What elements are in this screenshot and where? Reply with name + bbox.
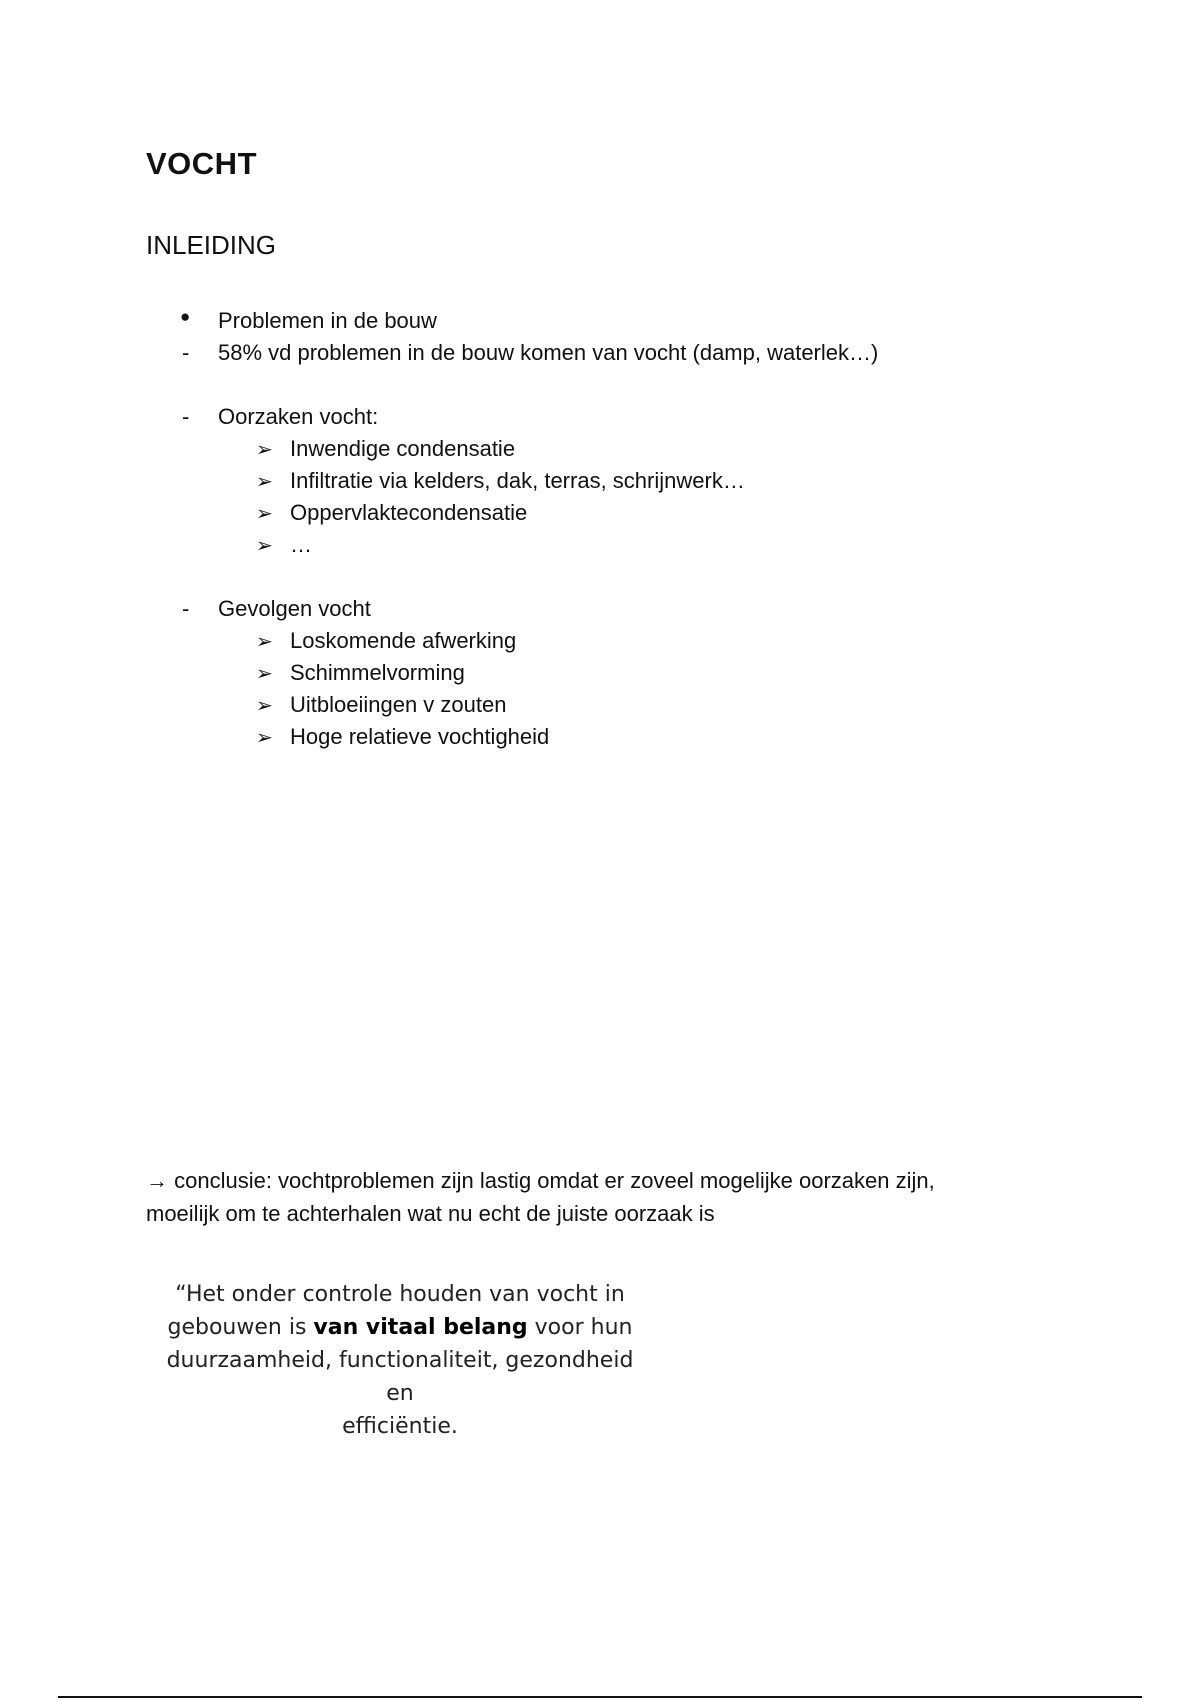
effects-heading: Gevolgen vocht xyxy=(218,596,371,621)
arrow-bullet-icon: ➢ xyxy=(256,439,273,461)
page-title: VOCHT xyxy=(146,146,257,181)
quote-block: “Het onder controle houden van vocht in gebouwen is van vitaal belang voor hun duurzaamheid, functionaliteit, gezondheid en efficiëntie. xyxy=(166,1282,634,1439)
dash-marker: - xyxy=(182,340,190,365)
arrow-bullet-icon: ➢ xyxy=(256,503,273,525)
dash-marker: - xyxy=(182,404,190,429)
footer-divider xyxy=(58,1696,1142,1698)
dash-marker: - xyxy=(182,596,190,621)
arrow-bullet-icon: ➢ xyxy=(256,471,273,493)
arrow-bullet-icon: ➢ xyxy=(256,631,273,653)
arrow-bullet-icon: ➢ xyxy=(256,695,273,717)
bullet-marker: ● xyxy=(180,307,191,326)
section-heading: INLEIDING xyxy=(146,230,277,260)
bullet-text: Problemen in de bouw xyxy=(218,308,437,333)
arrow-bullet-icon: ➢ xyxy=(256,663,273,685)
causes-heading: Oorzaken vocht: xyxy=(218,404,379,429)
dash-text: 58% vd problemen in de bouw komen van vocht (damp, waterlek…) xyxy=(218,340,879,365)
conclusion-paragraph: → conclusie: vochtproblemen zijn lastig omdat er zoveel mogelijke oorzaken zijn, moeilijk om te achterhalen wat nu echt de juiste oorzaak is xyxy=(146,1168,935,1226)
arrow-bullet-icon: ➢ xyxy=(256,535,273,557)
arrow-bullet-icon: ➢ xyxy=(256,727,273,749)
quote-emphasis: van vitaal belang xyxy=(313,1315,528,1340)
